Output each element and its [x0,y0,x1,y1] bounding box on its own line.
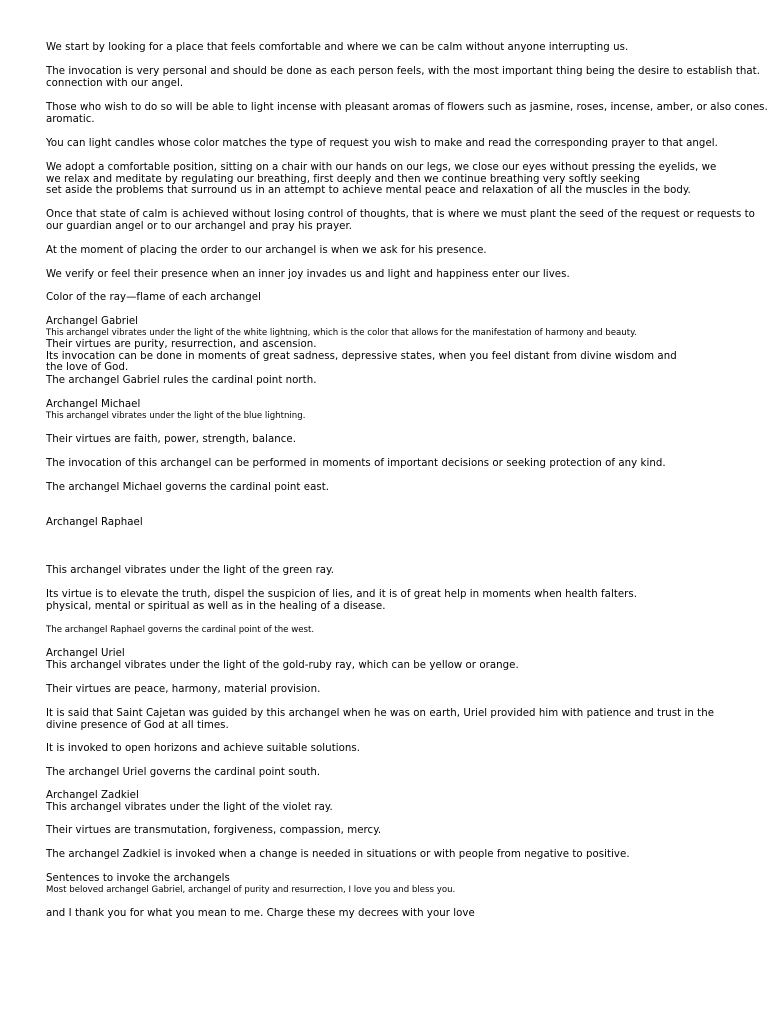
gabriel-heading: Archangel Gabriel [46,316,139,327]
michael-heading: Archangel Michael [46,399,141,410]
position-paragraph-line-1: We adopt a comfortable position, sitting on a chair with our hands on our legs, we close our eyes without pressing the eyelids, we [46,162,717,173]
uriel-cardinal-text: The archangel Uriel governs the cardinal point south. [46,767,321,778]
michael-virtues-text: Their virtues are faith, power, strength, balance. [46,434,297,445]
sentences-thanks-text: and I thank you for what you mean to me. Charge these my decrees with your love [46,908,475,919]
presence-paragraph: At the moment of placing the order to our archangel is when we ask for his presence. [46,245,487,256]
zadkiel-virtues-text: Their virtues are transmutation, forgiveness, compassion, mercy. [46,825,382,836]
uriel-invoked-text: It is invoked to open horizons and achieve suitable solutions. [46,743,361,754]
raphael-heading: Archangel Raphael [46,517,143,528]
uriel-cajetan-line-1: It is said that Saint Cajetan was guided by this archangel when he was on earth, Uriel provided him with patience and trust in the [46,708,715,719]
calm-paragraph-line-1: Once that state of calm is achieved without losing control of thoughts, that is where we must plant the seed of the request or requests to [46,209,755,220]
michael-invocation-text: The invocation of this archangel can be performed in moments of important decisions or seeking protection of any kind. [46,458,666,469]
position-paragraph-line-3: set aside the problems that surround us in an attempt to achieve mental peace and relaxation of all the muscles in the body. [46,185,691,196]
raphael-cardinal-text: The archangel Raphael governs the cardinal point of the west. [46,624,315,635]
uriel-ray-text: This archangel vibrates under the light of the gold-ruby ray, which can be yellow or orange. [46,659,519,671]
gabriel-ray-text: This archangel vibrates under the light of the white lightning, which is the color that allows for the manifestation of harmony and beauty. [46,327,637,338]
invocation-paragraph-line-2: connection with our angel. [46,77,184,89]
zadkiel-heading: Archangel Zadkiel [46,790,139,801]
incense-paragraph-line-1: Those who wish to do so will be able to light incense with pleasant aromas of flowers such as jasmine, roses, incense, amber, or also cones. [46,102,768,113]
zadkiel-invoked-text: The archangel Zadkiel is invoked when a change is needed in situations or with people from negative to positive. [46,849,630,860]
invocation-paragraph-line-1: The invocation is very personal and should be done as each person feels, with the most important thing being the desire to establish that. [46,66,760,77]
raphael-ray-text: This archangel vibrates under the light of the green ray. [46,565,335,576]
position-paragraph-line-2: we relax and meditate by regulating our breathing, first deeply and then we continue breathing very softly seeking [46,173,641,185]
intro-paragraph: We start by looking for a place that feels comfortable and where we can be calm without anyone interrupting us. [46,42,629,53]
uriel-virtues-text: Their virtues are peace, harmony, material provision. [46,684,321,695]
zadkiel-ray-text: This archangel vibrates under the light of the violet ray. [46,801,333,813]
sentences-gabriel-text: Most beloved archangel Gabriel, archangel of purity and resurrection, I love you and bless you. [46,884,456,895]
gabriel-virtues-text: Their virtues are purity, resurrection, and ascension. [46,339,317,350]
michael-cardinal-text: The archangel Michael governs the cardinal point east. [46,482,330,493]
raphael-virtue-line-2: physical, mental or spiritual as well as in the healing of a disease. [46,600,386,612]
gabriel-cardinal-text: The archangel Gabriel rules the cardinal point north. [46,375,317,386]
gabriel-invocation-line-2: the love of God. [46,362,129,373]
calm-paragraph-line-2: our guardian angel or to our archangel and pray his prayer. [46,220,353,232]
raphael-virtue-line-1: Its virtue is to elevate the truth, dispel the suspicion of lies, and it is of great help in moments when health falters. [46,589,638,600]
uriel-cajetan-line-2: divine presence of God at all times. [46,719,229,731]
ray-color-heading: Color of the ray—flame of each archangel [46,292,261,303]
uriel-heading: Archangel Uriel [46,648,125,659]
sentences-heading: Sentences to invoke the archangels [46,873,230,884]
gabriel-invocation-line-1: Its invocation can be done in moments of great sadness, depressive states, when you feel distant from divine wisdom and [46,350,677,362]
incense-paragraph-line-2: aromatic. [46,113,95,125]
michael-ray-text: This archangel vibrates under the light of the blue lightning. [46,410,306,421]
verify-paragraph: We verify or feel their presence when an inner joy invades us and light and happiness enter our lives. [46,269,570,280]
candles-paragraph: You can light candles whose color matches the type of request you wish to make and read the corresponding prayer to that angel. [46,138,718,149]
